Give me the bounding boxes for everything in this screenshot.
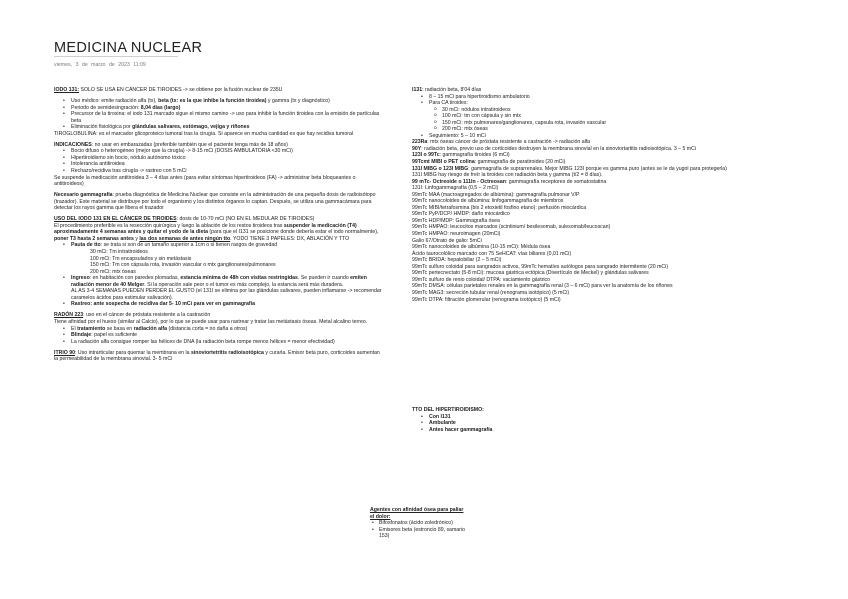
left-column — [54, 87, 384, 363]
iodo-heading: IODO 131: — [54, 87, 80, 93]
uso-heading: USO DEL IODO 131 EN EL CÁNCER DE TIROIDES — [54, 216, 177, 223]
isotope-line: 99mTc PyP/DCP/ HMDP: daño miocárdico — [412, 211, 510, 218]
text: : se trata si son de un tamaño superior a 1cm o si tienen rasgos de gravedad — [100, 242, 278, 249]
isotope-line: 99mTc HDP/MDP: Gammagrafía ósea — [412, 217, 500, 224]
text: : gammagrafía tiroides (6 mCi) — [439, 152, 510, 159]
ingreso-note: AL AS 3-4 SEMANAS PUEDEN PERDER EL GUSTO (el 131I se elimina por las glándulas salivares, pueden inflamarse -> recomendar caramelos ácidos para estimular salivación). — [71, 288, 382, 301]
text: : gammagrafía de paratiroides (20 mCi) — [474, 159, 566, 166]
text: : papel es suficiente — [91, 332, 138, 339]
text: glándulas salivares, estómago, vejiga y riñones — [132, 124, 250, 131]
isotope-line: 99mTc sulfuro coloidal para sangrados activos, 99mTc hematíes autólogos para sangrado intermitente (20 mCi) — [412, 263, 669, 270]
text: 99 mTc- Octreoide o 111In - Octreosan — [412, 178, 506, 185]
text: poner T3 hasta 2 semanas antes — [54, 235, 134, 242]
text: Eliminación fisiológica por — [71, 124, 133, 131]
title-divider — [54, 56, 178, 57]
suspension-para: Se suspende la medicación antitiroidea 3 – 4 días antes (para evitar síntomas hipertiroideos (FA) -> administrar beta bloqueantes o antitiroideos) — [54, 174, 356, 188]
text: El procedimiento preferible es la resección quirúrgica y luego la ablación de los restos tiroideos tras — [54, 222, 284, 229]
dose-line: 100 mCi: Tm encapsulados y sin metástasis — [90, 255, 192, 262]
list-item: • Emisores beta (estroncio 89, samario 153) — [370, 527, 468, 540]
isotope-line: 99mTc MIBI/tetrafosmina (bis 2 etoxietil fosfino etano): perfusión miocárdica — [412, 204, 587, 211]
isotope-line: Ácido taurocolólico marcado con 75 SeHCAT: vías biliares (0,01 mCi) — [412, 250, 572, 257]
text: 99Tcmt MIBI o PET colina — [412, 159, 475, 166]
text: TTO DEL HIPERTIROIDISMO: — [412, 407, 484, 413]
text: (distancia corta = no daña a otros) — [167, 325, 248, 332]
isotope-line: 99mTc DTPA: filtración glomerular (renograma isotópico) (5 mCi) — [412, 296, 561, 303]
text: tratamiento — [77, 325, 106, 332]
isotope-line: 99mTc DMSA: células parietales renales en la gammagrafía renal (3 – 6 mCi) para ver la anatomía de los riñones — [412, 283, 673, 290]
text: sinoviortetritis radioisotópica — [190, 349, 264, 356]
sublist-item: o 100 mCi: tm con cápsula y sin mtx — [412, 113, 812, 120]
text: : Uso intrarticular para quemar la membrana en la — [75, 349, 191, 356]
page-title: MEDICINA NUCLEAR — [54, 40, 203, 56]
time-text: 11:09 — [133, 62, 146, 68]
isotope-line: 99mTc MAA (macroagregados de albúmina): gammagrafía pulmonar V/P — [412, 191, 580, 198]
itrio-heading: ITRIO 90 — [54, 349, 76, 356]
text: 8,04 días (largo) — [140, 104, 181, 111]
text: Ambulante — [429, 420, 456, 427]
isotope-line: 131I: Linfogammagrafía (0,5 – 2 mCi) — [412, 185, 499, 192]
isotope-line: 99mTc nanocoloides de albúmina: linfogammagrafía de miembros — [412, 198, 564, 205]
list-item — [412, 427, 612, 434]
list-item — [54, 275, 384, 288]
isotope-line: 99mTc MAG3: secreción tubular renal (renograma isotópico) (5 mCi) — [412, 289, 570, 296]
dose-line: 30 mCi: Tm intratiroideos — [90, 249, 148, 256]
list-item: • 8 – 15 mCi para hipertiroidismo ambulatorio — [412, 94, 812, 101]
radon-heading: RADÓN 223 — [54, 312, 84, 319]
text: : radiación beta, 8'04 días — [422, 87, 482, 93]
text: : uso en el cáncer de próstata resistente a la castración — [83, 312, 211, 319]
callout-heading — [370, 507, 468, 520]
list-item: • Bifosfonatos (ácido zoledrónico) — [370, 520, 468, 527]
tiroglobulina-para: TIROGLOBULINA: es el marcador glicoproteico tumoral tras la cirugía. Si aparece en mucha cantidad es que hay recidiva tumoral — [54, 130, 353, 137]
list-item: • Intolerancia antitiroidea — [54, 161, 384, 168]
text: Pauta de tto — [71, 242, 101, 249]
text: : gammagrafía de suprarrenales. Mejor MIBG 123I porque es gamma puro (antes se le da yugol para protegerla) — [468, 165, 727, 172]
text: : en habitación con paredes plomadas, — [89, 275, 181, 282]
text: : ante sospecha de recidiva dar 5- 10 mCi para ver en gammagrafía — [90, 301, 255, 308]
isotope-line: 131I MIBG hay riesgo de freír la tiroides con radiación beta y gamma (t/2 = 8 días). — [412, 172, 603, 179]
dose-line: 150 mCi: Tm con cápsula rota, invasión vascular o mtx ganglionares/pulmonares — [90, 262, 276, 269]
text: las dos semanas de antes ningún tto — [139, 235, 231, 242]
list-item: • Hipertiroidismo sin bocio, nódulo autónomo tóxico — [54, 155, 384, 162]
text: 131I MIBG o 123I MIBG — [412, 165, 469, 172]
text: El — [71, 325, 78, 332]
text: 123I o 99Tc — [412, 152, 440, 159]
isotope-line: 99mTc nanocoloides de albúmina (10-15 mCi): Médula ósea — [412, 244, 551, 251]
sublist-item: o 150 mCi: mtx pulmonares/ganglionares, capsula rota, invasión vascular — [412, 120, 812, 127]
dose-line: 200 mCi: mtx óseas — [90, 268, 136, 275]
text: y curarla. Emisor beta puro, corticoides aumentan la permeabilidad de la membrana sinovial. 3- 5 mCi — [54, 349, 380, 363]
text: y — [133, 235, 140, 242]
text: : no usar en embarazadas (preferible también que el paciente tenga más de 18 años) — [91, 141, 288, 148]
iodo-text: SOLO SE USA EN CÁNCER DE TIROIDES -> se obtiene por la fusión nuclear de 235U — [79, 87, 283, 93]
text: : gammagrafía receptores de somatostatina — [505, 178, 607, 185]
text: . YODO TIENE 3 PAPELES: DX, ABLACIÓN Y TTO — [230, 235, 350, 242]
gammagrafia-para — [54, 192, 384, 212]
text: (para que el I131 se posicione donde debería estar el iodo normalmente), — [207, 229, 379, 236]
isotope-line: 99mTc BRIDA: hepatobiliar (2 – 5 mCi) — [412, 257, 502, 264]
text: . Si la operación sale peor o el tumor es más complejo, la estancia será más duradera. — [144, 281, 344, 288]
text: 90Y — [412, 145, 422, 152]
isotope-line: 99mTc pertecnectato (5-8 mCi): mucosa gástrica ectópica (Divertículo de Meckel) y glándulas salivares — [412, 270, 649, 277]
itrio-para — [54, 350, 384, 363]
list-item — [54, 242, 384, 249]
text: Precursor de la tiroxina: el iodo 131 marcado sigue el mismo camino -> uso para inhibir la función tiroidea con la emisión de partículas beta — [71, 111, 380, 124]
text: Rastreo — [71, 301, 91, 308]
isotope-line: Galio 67/Otrato de galio: 5mCi — [412, 237, 482, 244]
text: : mtx óseas cáncer de próstata resistente a castración -> radiación alfa — [427, 139, 591, 146]
isotope-line: 99mTc HMPAO: neuroimagen (20mCi) — [412, 231, 501, 238]
radon-desc: Tiene afinidad por el hueso (similar al Calcio), por lo que se puede usar para rastrear y tratar las metástasis óseas. Metal alcalino terreo. — [54, 319, 368, 325]
text: Agentes con afinidad ósea para paliar el dolor: — [370, 507, 464, 520]
list-item: • Bocio difuso o heterogéneo (mejor que la cirugía) -> 8-15 mCi (DOSIS AMBULATORIA <30 mCi) — [54, 148, 384, 155]
list-item — [54, 124, 384, 131]
text: suspender la medicación (T4) aproximadamente 4 semanas antes y quitar el yodo de la dieta — [54, 222, 357, 236]
text: Periodo de semidesingración: — [71, 104, 141, 111]
text: : radiación beta, previo uso de corticoides destruyen la membrana sinovial en la sinoviortartitis radioisotópica. 3 – 5 mCi — [421, 145, 697, 152]
text: beta (tx: es la que inhibe la función tiroidea) — [158, 98, 267, 105]
list-item: • La radiación alfa consigue romper las hélices de DNA (la radiación beta rompe menos hélices = menor efectividad) — [54, 339, 384, 346]
sublist-item: o 30 mCi: nódulos intratiroideos — [412, 107, 812, 114]
text: Ingreso — [71, 275, 90, 282]
page-date — [54, 62, 146, 68]
text: Blindaje — [71, 332, 92, 339]
right-column — [412, 87, 812, 303]
isotope-line: 99mTc sulfuro de renio coloidal/ DTPA: vaciamiento gástrico — [412, 276, 551, 283]
i131-heading: I131 — [412, 87, 423, 93]
text: Con I131 — [429, 413, 451, 420]
indicaciones-heading: INDICACIONES — [54, 141, 92, 148]
list-item — [54, 111, 384, 124]
text: se basa en — [105, 325, 134, 332]
text: emiten radiación menor de 40 Melger — [71, 275, 367, 288]
sublist-item: o 200 mCi: mtx óseas — [412, 126, 812, 133]
isotope-line: 99mTc HMPAO: leucocitos marcados (scintinium/ besilesomab, sulesomab/leucoscan) — [412, 224, 611, 231]
list-item — [54, 301, 384, 308]
list-item: • Para CA tiroides: — [412, 100, 812, 107]
date-text: viernes, 3 de marzo de 2023 — [54, 62, 130, 68]
text: : dosis de 10-70 mCi (NO EN EL MEDULAR DE TIROIDES) — [176, 216, 315, 223]
text: Antes hacer gammagrafía — [429, 426, 493, 433]
text: 223Ra — [412, 139, 428, 146]
text: . Se pueden ir cuando — [297, 275, 351, 282]
list-item: • Rechazo/recidiva tras cirugía -> rastreo con 5 mCi — [54, 168, 384, 175]
gammagrafia-heading: Necesario gammagrafía — [54, 192, 113, 199]
uso-para-2 — [54, 223, 384, 243]
callout-block — [370, 507, 468, 540]
text: radiación alfa — [133, 325, 168, 332]
text: : prueba diagnóstica de Medicina Nuclear que consiste en la administración de una pequeña dosis de radioisótopo (trazador). Este material se distribuye por todo el organismo y los distintos órganos lo captan. Después, se utiliza una gammacámara para detectar los rayos gamma que libera el trazador — [54, 192, 376, 212]
text: y gamma (tx y diagnóstico) — [266, 98, 330, 105]
text: Uso médico: emite radiación alfa (tx), — [71, 98, 159, 105]
list-item: • Seguimiento: 5 – 10 mCi — [412, 133, 812, 140]
text: estancia mínima de 48h con visitas restringidas — [180, 275, 298, 282]
hipertiroidismo-block — [412, 407, 612, 433]
